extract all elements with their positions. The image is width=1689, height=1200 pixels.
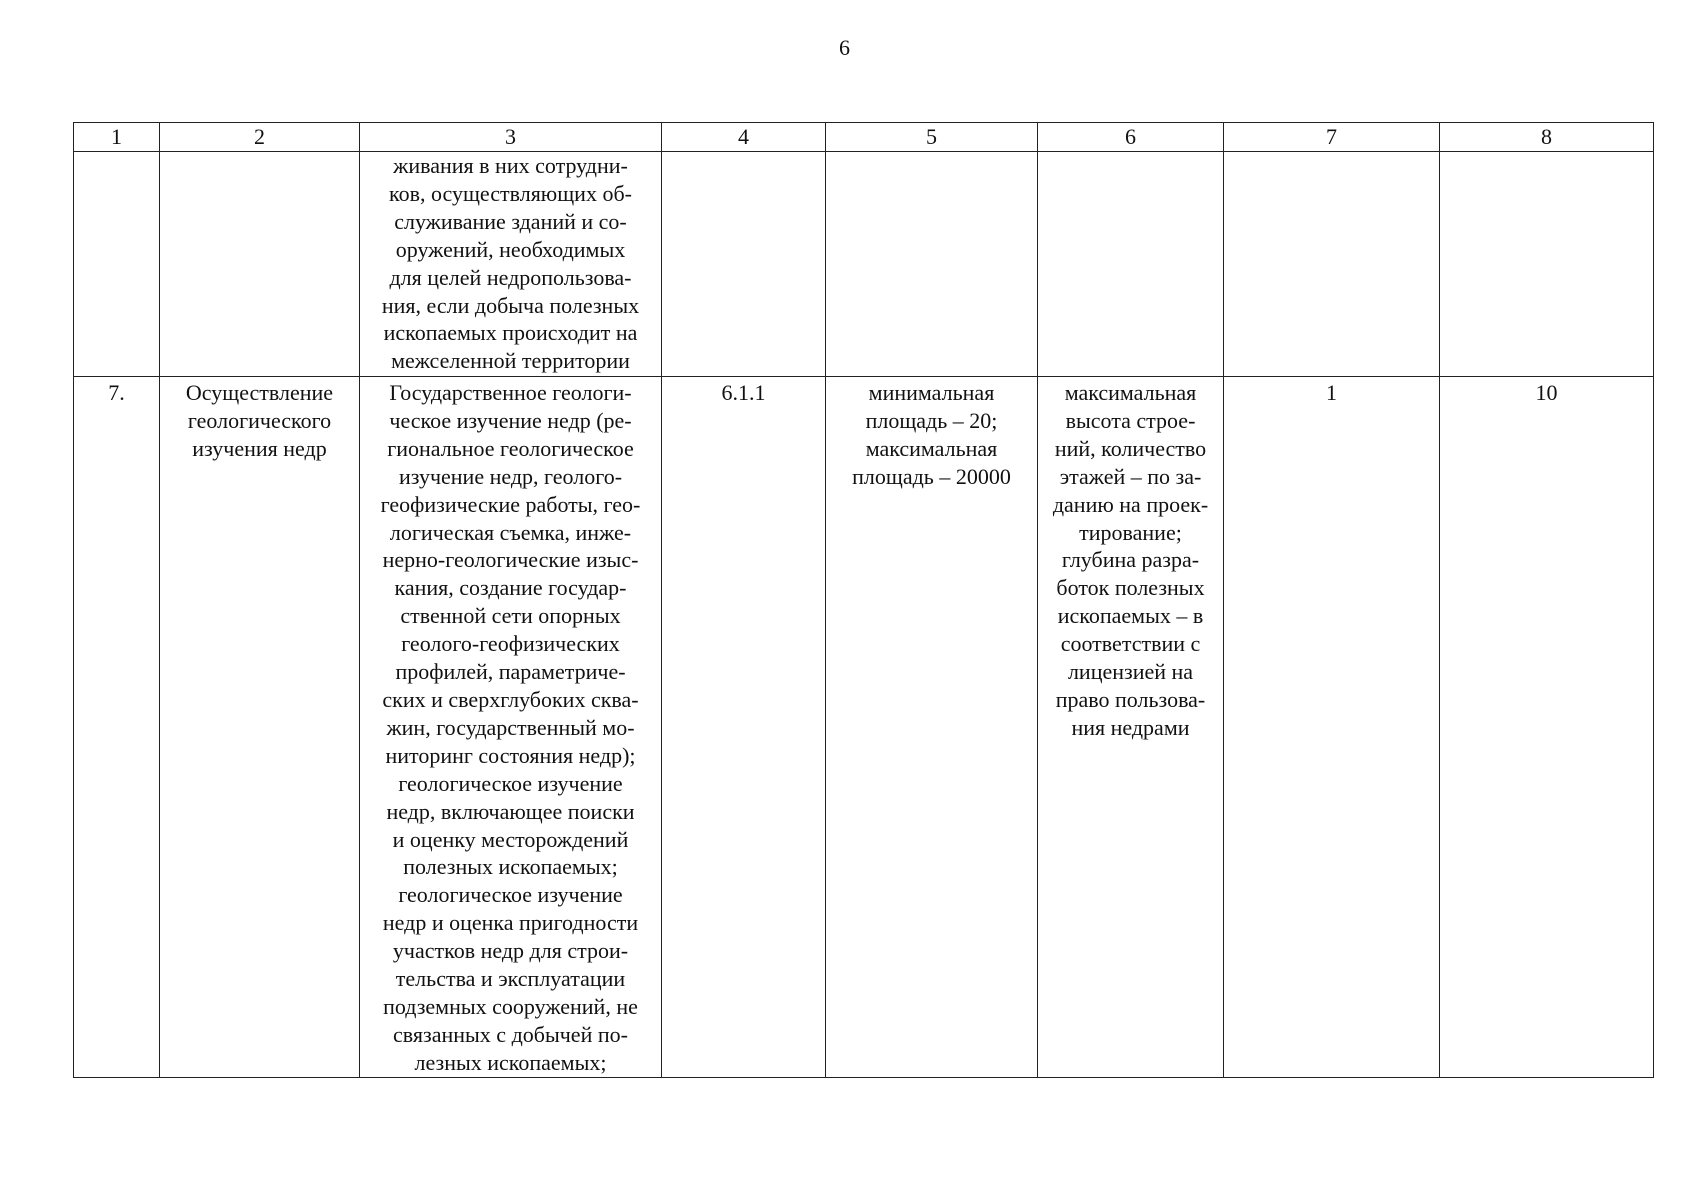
row2-description-cell: [360, 377, 662, 1078]
row2-height-cell: [1038, 377, 1224, 1078]
area-line: минимальная: [868, 380, 995, 405]
row2-col8-cell: 10: [1440, 377, 1654, 1078]
row1-col6-cell: [1038, 152, 1224, 377]
description-line: лезных ископаемых;: [414, 1049, 607, 1075]
row1-col2-cell: [160, 152, 360, 377]
description-line: жин, государственный мо-: [386, 714, 635, 740]
description-line: гиональное геологическое: [387, 435, 634, 461]
row2-code-cell: 6.1.1: [662, 377, 826, 1078]
description-line: геофизические работы, гео-: [380, 491, 641, 517]
description-line: подземных сооружений, не: [383, 993, 638, 1019]
row1-col3-line: ископаемых происходит на: [383, 320, 638, 346]
row2-use-name-cell: [160, 377, 360, 1078]
description-line: полезных ископаемых;: [403, 854, 618, 880]
row1-col5-cell: [826, 152, 1038, 377]
column-header-2: 2: [160, 123, 360, 152]
row1-col3-line: оружений, необходимых: [395, 236, 626, 262]
height-line: боток полезных: [1056, 575, 1205, 601]
description-line: связанных с добычей по-: [393, 1021, 628, 1047]
row1-col7-cell: [1224, 152, 1440, 377]
row1-col3-line: ния, если добыча полезных: [381, 292, 640, 318]
use-name-line: изучения недр: [192, 435, 327, 461]
description-line: кания, создание государ-: [394, 575, 627, 601]
zoning-table: [73, 122, 1654, 1078]
height-line: высота строе-: [1065, 407, 1196, 433]
row2-area-cell: [826, 377, 1038, 1078]
column-header-8: 8: [1440, 123, 1654, 152]
description-line: профилей, параметриче-: [395, 659, 626, 685]
description-line: ниторинг состояния недр);: [385, 742, 636, 768]
description-line: недр и оценка пригодности: [382, 910, 639, 936]
row1-col3-line: межселенной территории: [391, 348, 630, 374]
height-line: этажей – по за-: [1059, 463, 1202, 489]
row1-col3-line: служивание зданий и со-: [394, 208, 627, 234]
height-line: глубина разра-: [1061, 547, 1200, 573]
height-line: ния недрами: [1071, 714, 1190, 740]
height-line: данию на проек-: [1052, 491, 1209, 517]
height-line: ний, количество: [1054, 435, 1207, 461]
description-line: и оценку месторождений: [392, 826, 629, 852]
area-line: максимальная: [865, 435, 998, 461]
description-line: геологическое изучение: [398, 882, 623, 908]
column-header-7: 7: [1224, 123, 1440, 152]
height-line: право пользова-: [1055, 686, 1206, 712]
table-row: [74, 152, 1654, 377]
column-header-1: 1: [74, 123, 160, 152]
description-line: тельства и эксплуатации: [395, 966, 626, 992]
column-header-6: 6: [1038, 123, 1224, 152]
description-line: Государственное геологи-: [389, 380, 632, 405]
row1-col3-cell: [360, 152, 662, 377]
row1-col3-line: живания в них сотрудни-: [393, 153, 628, 178]
page-number: 6: [839, 35, 850, 60]
description-line: ческое изучение недр (ре-: [389, 407, 632, 433]
description-line: нерно-геологические изыс-: [382, 547, 639, 573]
description-line: недр, включающее поиски: [386, 798, 635, 824]
use-name-line: Осуществление: [185, 380, 334, 405]
description-line: ских и сверхглубоких сква-: [382, 686, 639, 712]
row1-col8-cell: [1440, 152, 1654, 377]
row1-col1-cell: [74, 152, 160, 377]
column-number-row: [74, 123, 1654, 152]
height-line: соответствии с: [1060, 631, 1201, 657]
height-line: максимальная: [1064, 380, 1197, 405]
description-line: геолого-геофизических: [401, 631, 620, 657]
column-header-5: 5: [826, 123, 1038, 152]
column-header-4: 4: [662, 123, 826, 152]
area-line: площадь – 20000: [852, 463, 1011, 489]
description-line: ственной сети опорных: [400, 603, 621, 629]
height-line: тирование;: [1079, 519, 1182, 545]
use-name-line: геологического: [187, 407, 332, 433]
row1-col4-cell: [662, 152, 826, 377]
height-line: ископаемых – в: [1057, 603, 1204, 629]
table-row: [74, 377, 1654, 1078]
description-line: изучение недр, геолого-: [398, 463, 623, 489]
row1-col3-line: для целей недропользова-: [389, 264, 632, 290]
area-line: площадь – 20;: [865, 407, 998, 433]
description-line: геологическое изучение: [398, 770, 623, 796]
row1-col3-line: ков, осуществляющих об-: [389, 180, 632, 206]
row2-col7-cell: 1: [1224, 377, 1440, 1078]
column-header-3: 3: [360, 123, 662, 152]
description-line: логическая съемка, инже-: [389, 519, 632, 545]
row2-number-cell: 7.: [74, 377, 160, 1078]
height-line: лицензией на: [1067, 659, 1194, 685]
description-line: участков недр для строи-: [392, 938, 629, 964]
